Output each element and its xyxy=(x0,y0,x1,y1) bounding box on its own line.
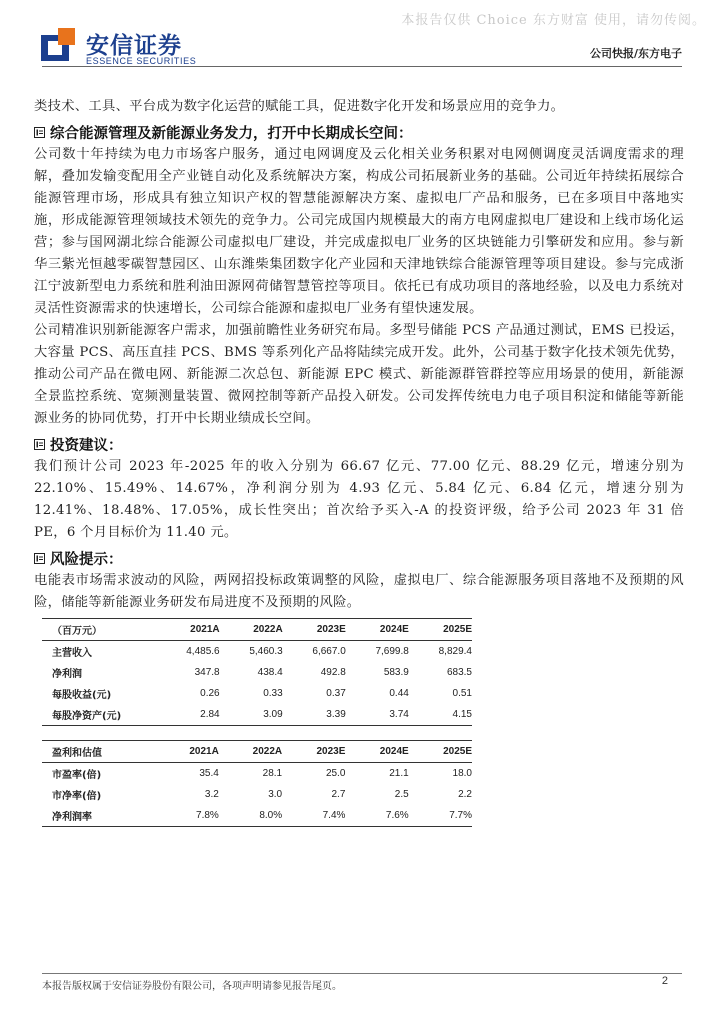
table-cell: 438.4 xyxy=(257,667,283,678)
table-header-cell: 2022A xyxy=(219,741,282,763)
intro-paragraph: 类技术、工具、平台成为数字化运营的赋能工具，促进数字化开发和场景应用的竞争力。 xyxy=(34,99,565,114)
table-cell: 0.51 xyxy=(452,688,472,699)
table-cell: 18.0 xyxy=(452,768,472,779)
report-type-label: 公司快报/东方电子 xyxy=(589,47,682,60)
table-cell: 3.2 xyxy=(204,789,219,800)
section-title xyxy=(34,434,684,455)
section-title-text: 综合能源管理及新能源业务发力，打开中长期成长空间： xyxy=(50,126,413,142)
table-cell: 7.7% xyxy=(409,805,472,827)
table-header-cell: 2023E xyxy=(283,619,346,641)
table-header-cell: 2021A xyxy=(156,741,219,763)
table-row xyxy=(42,805,472,827)
section-paragraph: 我们预计公司 2023 年-2025 年的收入分别为 66.67 亿元、77.00 亿元、88.29 亿元，增速分别为 22.10%、15.49%、14.67%，净利润分别为 4.93 亿元、5.84 亿元、6.84 亿元，增速分别为 12.41%、18.48%、17.05%，成长性突出；首次给予买入-A 的投资评级，给予公司 2023 年 31 倍 PE，6 个月目标价为 11.40 元。 xyxy=(34,459,684,540)
table-cell: 8.0% xyxy=(219,805,282,827)
table-header-cell: 2024E xyxy=(345,741,408,763)
section-paragraph: 公司精准识别新能源客户需求，加强前瞻性业务研究布局。多型号储能 PCS 产品通过测试，EMS 已投运，大容量 PCS、高压直挂 PCS、BMS 等系列化产品将陆续完成开发。此外，公司基于数字化技术领先优势，推动公司产品在微电网、新能源二次总包、新能源 EPC 模式、新能源群管群控等应用场景的使用，新能源全景监控系统、宽频测量装置、微网控制等新产品投入研发。公司发挥传统电力电子项目积淀和储能等新能源业务的协同优势，打开中长期业绩成长空间。 xyxy=(34,323,684,426)
table-cell: 市净率(倍) xyxy=(52,791,102,802)
table-header-row xyxy=(42,741,472,763)
section-marker-icon xyxy=(34,439,45,450)
page-number: 2 xyxy=(661,975,668,987)
table-cell: 28.1 xyxy=(262,768,283,779)
table-row xyxy=(42,704,472,726)
table-cell: 7.6% xyxy=(345,805,408,827)
table-cell: 主营收入 xyxy=(52,648,92,659)
table-cell: 每股净资产(元) xyxy=(42,704,157,726)
table-cell: 3.39 xyxy=(283,704,346,726)
table-cell: 7.8% xyxy=(156,805,219,827)
table-row xyxy=(42,662,472,683)
table-cell: 2.2 xyxy=(458,789,472,800)
valuation-table xyxy=(42,740,472,827)
table-cell: 净利润率 xyxy=(42,805,156,827)
table-row xyxy=(42,784,472,805)
table-row xyxy=(42,763,472,785)
table-cell: 0.44 xyxy=(389,688,409,699)
report-body xyxy=(34,96,684,827)
logo-chinese-name: 安信证券 xyxy=(86,33,182,59)
essence-logo-icon xyxy=(41,28,79,64)
table-header-cell: 2022A xyxy=(220,619,283,641)
table-cell: 21.1 xyxy=(389,768,409,779)
section-title xyxy=(34,122,684,143)
table-cell: 6,667.0 xyxy=(312,646,346,657)
table-cell: 35.4 xyxy=(199,768,219,779)
table-cell: 7,699.8 xyxy=(375,646,409,657)
table-header-cell: （百万元） xyxy=(42,619,157,641)
table-row xyxy=(42,641,472,663)
table-cell: 4,485.6 xyxy=(186,646,220,657)
table-cell: 2.5 xyxy=(394,789,409,800)
table-cell: 2.7 xyxy=(331,789,346,800)
section-marker-icon xyxy=(34,127,45,138)
section-title-text: 投资建议： xyxy=(50,438,123,454)
section-title xyxy=(34,548,684,569)
section-paragraph: 公司数十年持续为电力市场客户服务，通过电网调度及云化相关业务积累对电网侧调度灵活调度需求的理解，叠加发输变配用全产业链自动化及系统解决方案，构成公司拓展新业务的基础。公司近年持续拓展综合能源管理市场，形成具有独立知识产权的智慧能源解决方案、虚拟电厂产品和服务，已在多项目中落地实施，形成能源管理领域技术领先的竞争力。公司完成国内规模最大的南方电网虚拟电厂建设和上线市场化运营；参与国网湖北综合能源公司虚拟电厂建设，并完成虚拟电厂业务的区块链能力引擎研发和应用。参与新华三紫光恒越零碳智慧园区、山东潍柴集团数字化产业园和天津地铁综合能源管理等项目建设。参与完成浙江宁波新型电力系统和胜利油田源网荷储智慧管控等项目。依托已有成功项目的落地经验，以及电力系统对灵活性资源需求的快速增长，公司综合能源和虚拟电厂业务有望快速发展。 xyxy=(34,147,684,316)
section-title-text: 风险提示： xyxy=(50,552,123,568)
copyright-note: 本报告版权属于安信证券股份有限公司，各项声明请参见报告尾页。 xyxy=(42,981,342,992)
financial-forecast-table xyxy=(42,618,472,726)
table-cell: 3.09 xyxy=(220,704,283,726)
table-cell: 583.9 xyxy=(383,667,409,678)
table-header-cell: 2021A xyxy=(157,619,220,641)
table-cell: 683.5 xyxy=(446,667,472,678)
table-cell: 3.74 xyxy=(346,704,409,726)
table-header-cell: 2025E xyxy=(409,619,472,641)
logo-english-name: ESSENCE SECURITIES xyxy=(86,56,197,66)
table-cell: 492.8 xyxy=(320,667,346,678)
table-cell: 净利润 xyxy=(52,669,82,680)
table-cell: 25.0 xyxy=(325,768,346,779)
section-marker-icon xyxy=(34,553,45,564)
table-header-cell: 2025E xyxy=(409,741,472,763)
section-paragraph: 电能表市场需求波动的风险，两网招投标政策调整的风险，虚拟电厂、综合能源服务项目落地不及预期的风险，储能等新能源业务研发布局进度不及预期的风险。 xyxy=(34,573,684,610)
header-divider xyxy=(42,66,682,67)
table-cell: 0.37 xyxy=(326,688,346,699)
table-header-cell: 2024E xyxy=(346,619,409,641)
table-header-row xyxy=(42,619,472,641)
table-cell: 347.8 xyxy=(194,667,220,678)
table-header-cell: 盈利和估值 xyxy=(42,741,156,763)
table-cell: 3.0 xyxy=(268,789,283,800)
table-cell: 4.15 xyxy=(409,704,472,726)
table-cell: 0.33 xyxy=(263,688,283,699)
table-cell: 7.4% xyxy=(282,805,345,827)
table-cell: 2.84 xyxy=(157,704,220,726)
table-cell: 8,829.4 xyxy=(438,646,472,657)
table-cell: 每股收益(元) xyxy=(52,690,112,701)
table-header-cell: 2023E xyxy=(282,741,345,763)
watermark-text: 本报告仅供 Choice 东方财富 使用，请勿传阅。 xyxy=(401,13,706,28)
table-cell: 5,460.3 xyxy=(249,646,283,657)
table-cell: 0.26 xyxy=(200,688,220,699)
footer-divider xyxy=(42,973,682,974)
table-row xyxy=(42,683,472,704)
table-cell: 市盈率(倍) xyxy=(52,770,102,781)
